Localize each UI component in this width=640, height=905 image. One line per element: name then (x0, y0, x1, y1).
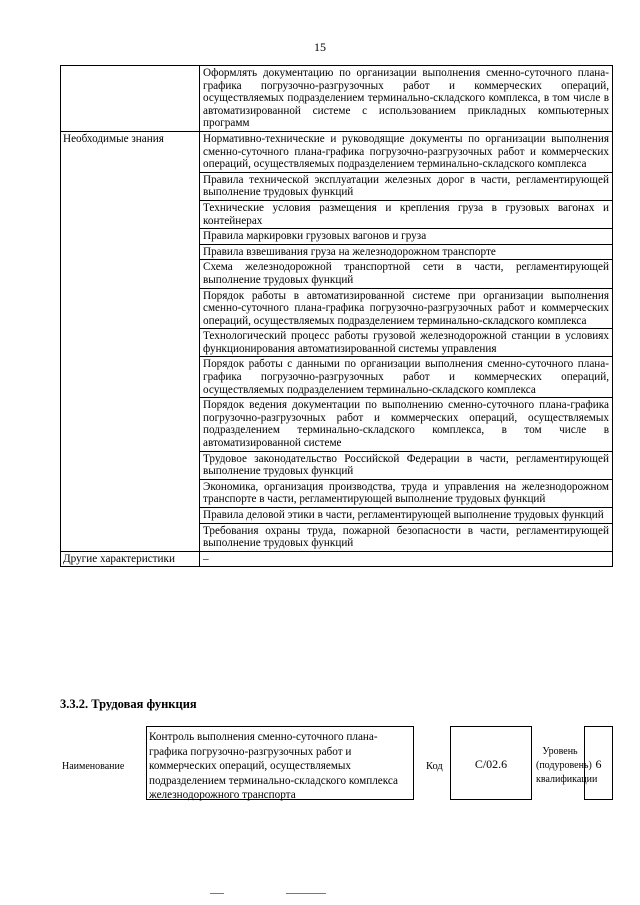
row-item: Правила деловой этики в части, регламентирующей выполнение трудовых функций (200, 508, 613, 524)
code-label: Код (426, 761, 443, 772)
table-row (61, 551, 613, 567)
row-item: Экономика, организация производства, труда и управления на железнодорожном транспорте в части, регламентирующей выполнение трудовых функций (200, 479, 613, 507)
row-item: Порядок ведения документации по выполнению сменно-суточного плана-графика погрузочно-разгрузочных работ и коммерческих операций, осуществляемых подразделением терминально-складского комплекса, в том числе в автоматизированной системе (200, 398, 613, 451)
code-box (450, 726, 532, 800)
row-label: Другие характеристики (61, 551, 200, 567)
row-item: Трудовое законодательство Российской Федерации в части, регламентирующей выполнение трудовых функций (200, 451, 613, 479)
row-item: Правила маркировки грузовых вагонов и груза (200, 229, 613, 245)
page-number: 15 (314, 40, 326, 54)
row-item: – (200, 551, 613, 567)
name-value: Контроль выполнения сменно-суточного плана-графика погрузочно-разгрузочных работ и коммерческих операций, осуществляемых подразделением терминально-складского комплекса железнодорожного транспорта (146, 726, 414, 800)
row-item: Порядок работы с данными по организации выполнения сменно-суточного плана-графика погрузочно-разгрузочных работ и коммерческих операций, осуществляемых подразделением терминально-складского комплекса (200, 357, 613, 398)
row-item: Порядок работы в автоматизированной системе при организации выполнения сменно-суточного плана-графика погрузочно-разгрузочных работ и коммерческих операций, осуществляемых подразделением терминально-складского комплекса (200, 288, 613, 329)
row-item: Требования охраны труда, пожарной безопасности в части, регламентирующей выполнение трудовых функций (200, 523, 613, 551)
table-row (61, 131, 613, 172)
level-value: 6 (595, 757, 602, 771)
row-item: Технологический процесс работы грузовой железнодорожной станции в условиях функционирования автоматизированной системы управления (200, 329, 613, 357)
level-label: Уровень (подуровень) квалификации (536, 746, 598, 785)
level-box (584, 726, 613, 800)
row-item: Технические условия размещения и крепления груза в грузовых вагонах и контейнерах (200, 200, 613, 228)
scan-artifact (286, 893, 326, 894)
row-item: Оформлять документацию по организации выполнения сменно-суточного плана-графика погрузочно-разгрузочных работ и коммерческих операций, осуществляемых подразделением терминально-складского комплекса, в том числе в автоматизированной системе с использованием прикладных компьютерных программ (200, 66, 613, 132)
row-label: Необходимые знания (61, 131, 200, 551)
row-item: Нормативно-технические и руководящие документы по организации выполнения сменно-суточного плана-графика погрузочно-разгрузочных работ и коммерческих операций, осуществляемых подразделением терминально-складского комплекса (200, 131, 613, 172)
table-row (61, 66, 613, 132)
row-label (61, 66, 200, 132)
scan-artifact (210, 893, 224, 894)
row-item: Схема железнодорожной транспортной сети в части, регламентирующей выполнение трудовых функций (200, 260, 613, 288)
knowledge-table (60, 65, 613, 567)
row-item: Правила взвешивания груза на железнодорожном транспорте (200, 244, 613, 260)
row-item: Правила технической эксплуатации железных дорог в части, регламентирующей выполнение трудовых функций (200, 172, 613, 200)
name-label: Наименование (62, 761, 125, 772)
section-title: 3.3.2. Трудовая функция (60, 697, 197, 711)
code-value: С/02.6 (474, 757, 508, 771)
